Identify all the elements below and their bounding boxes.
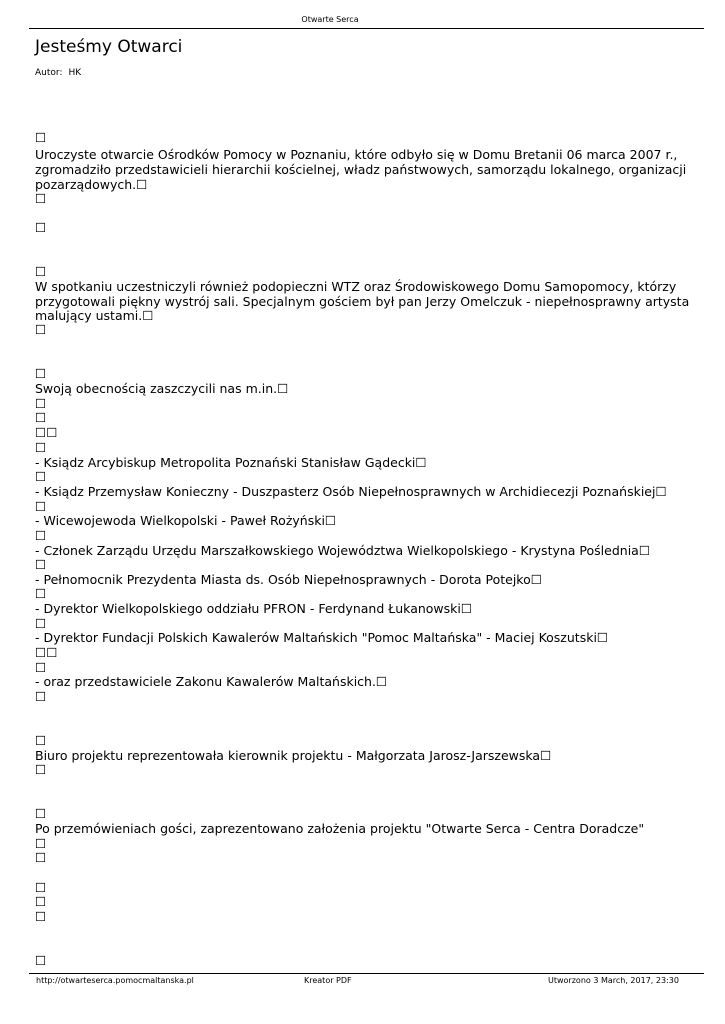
paragraph-line: Uroczyste otwarcie Ośrodków Pomocy w Poznaniu, które odbyło się w Domu Bretanii 06 marca 2007 r.,: [35, 147, 678, 162]
placeholder-glyph: ☐: [35, 191, 47, 206]
paragraph-line: zgromadziło przedstawicieli hierarchii kościelnej, władz państwowych, samorządu lokalnego, organizacji: [35, 162, 687, 177]
paragraph-line: pozarządowych.☐: [35, 177, 148, 192]
footer-created: Utworzono 3 March, 2017, 23:30: [548, 976, 679, 985]
placeholder-glyph: ☐☐: [35, 425, 58, 440]
placeholder-glyph: ☐: [35, 660, 47, 675]
placeholder-glyph: ☐: [35, 130, 47, 145]
placeholder-glyph: ☐: [35, 440, 47, 455]
placeholder-glyph: ☐: [35, 499, 47, 514]
placeholder-glyph: ☐: [35, 366, 47, 381]
guest-list-item: - Wicewojewoda Wielkopolski - Paweł Rożyński☐: [35, 513, 337, 528]
article-title: Jesteśmy Otwarci: [35, 37, 183, 57]
author-name: HK: [68, 68, 82, 78]
footer-divider: [29, 973, 704, 974]
placeholder-glyph: ☐: [35, 733, 47, 748]
placeholder-glyph: ☐: [35, 806, 47, 821]
footer-url: http://otwarteserca.pomocmaltanska.pl: [36, 976, 194, 985]
author-label: Autor:: [35, 68, 63, 78]
placeholder-glyph: ☐: [35, 469, 47, 484]
placeholder-glyph: ☐: [35, 616, 47, 631]
paragraph-line: Swoją obecnością zaszczycili nas m.in.☐: [35, 381, 289, 396]
placeholder-glyph: ☐: [35, 264, 47, 279]
placeholder-glyph: ☐: [35, 762, 47, 777]
placeholder-glyph: ☐: [35, 410, 47, 425]
paragraph-line: Po przemówieniach gości, zaprezentowano założenia projektu "Otwarte Serca - Centra Doradcze": [35, 821, 645, 836]
placeholder-glyph: ☐: [35, 220, 47, 235]
guest-list-item: - oraz przedstawiciele Zakonu Kawalerów Maltańskich.☐: [35, 674, 388, 689]
placeholder-glyph: ☐: [35, 689, 47, 704]
guest-list-item: - Pełnomocnik Prezydenta Miasta ds. Osób Niepełnosprawnych - Dorota Potejko☐: [35, 572, 542, 587]
placeholder-glyph: ☐☐: [35, 645, 58, 660]
placeholder-glyph: ☐: [35, 586, 47, 601]
paragraph-line: przygotowali piękny wystrój sali. Specjalnym gościem był pan Jerzy Omelczuk - niepełnosprawny artysta: [35, 294, 690, 309]
placeholder-glyph: ☐: [35, 322, 47, 337]
footer-generator: Kreator PDF: [304, 976, 352, 985]
paragraph-line: Biuro projektu reprezentowała kierownik projektu - Małgorzata Jarosz-Jarszewska☐: [35, 748, 552, 763]
placeholder-glyph: ☐: [35, 557, 47, 572]
guest-list-item: - Dyrektor Wielkopolskiego oddziału PFRON - Ferdynand Łukanowski☐: [35, 601, 473, 616]
guest-list-item: - Ksiądz Przemysław Konieczny - Duszpasterz Osób Niepełnosprawnych w Archidiecezji Poznańskiej☐: [35, 484, 667, 499]
placeholder-glyph: ☐: [35, 894, 47, 909]
placeholder-glyph: ☐: [35, 909, 47, 924]
placeholder-glyph: ☐: [35, 850, 47, 865]
paragraph-line: malujący ustami.☐: [35, 308, 154, 323]
placeholder-glyph: ☐: [35, 880, 47, 895]
guest-list-item: - Dyrektor Fundacji Polskich Kawalerów Maltańskich "Pomoc Maltańska" - Maciej Koszutski☐: [35, 630, 609, 645]
guest-list-item: - Ksiądz Arcybiskup Metropolita Poznański Stanisław Gądecki☐: [35, 455, 427, 470]
site-header: Otwarte Serca: [301, 15, 359, 24]
article-author: [35, 67, 81, 79]
paragraph-line: W spotkaniu uczestniczyli również podopieczni WTZ oraz Środowiskowego Domu Samopomocy, którzy: [35, 279, 677, 294]
placeholder-glyph: ☐: [35, 836, 47, 851]
guest-list-item: - Członek Zarządu Urzędu Marszałkowskiego Województwa Wielkopolskiego - Krystyna Poślednia☐: [35, 543, 651, 558]
placeholder-glyph: ☐: [35, 396, 47, 411]
placeholder-glyph: ☐: [35, 528, 47, 543]
placeholder-glyph: ☐: [35, 953, 47, 968]
header-divider: [29, 28, 704, 29]
